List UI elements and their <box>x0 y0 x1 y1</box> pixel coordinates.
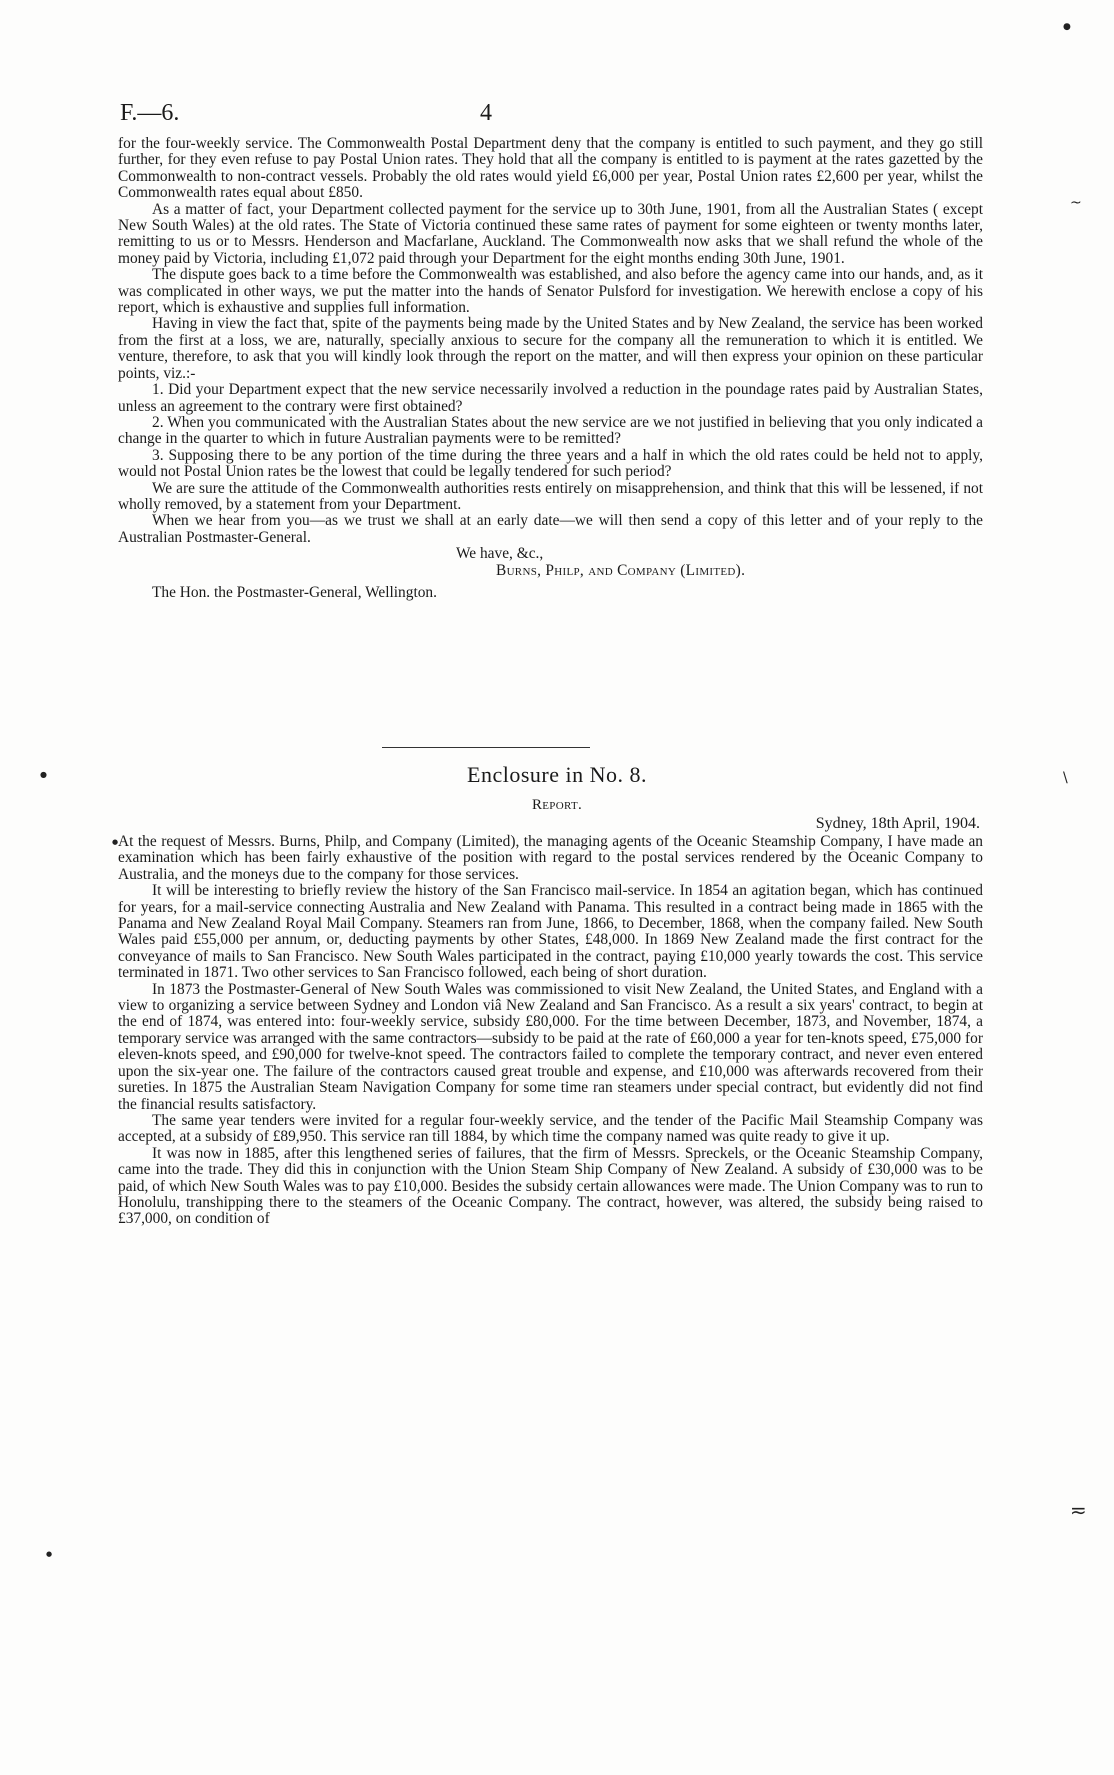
letter-question: 2. When you communicated with the Australian States about the new service are we not justified in believing that you only indicated a change in the quarter to which in future Australian payments were to be remitted? <box>118 413 983 448</box>
letter-paragraph: As a matter of fact, your Department collected payment for the service up to 30th June, 1901, from all the Australian States ( except New South Wales) at the old rates. The State of Victoria continued these same rates of payment for some eighteen or twenty months later, remitting to us or to Messrs. Henderson and Macfarlane, Auckland. The Commonwealth now asks that we shall refund the whole of the money paid by Victoria, including £1,072 paid through your Department for the eight months ending 30th June, 1901. <box>118 200 983 267</box>
scan-dot-mark: ● <box>46 1550 53 1558</box>
letter-closing: We have, &c., <box>456 545 544 563</box>
section-divider <box>382 747 590 748</box>
letter-question: 3. Supposing there to be any portion of the time during the three years and a half in which the old rates could be held not to apply, would not Postal Union rates be the lowest that could be legally tendered for such period? <box>118 446 983 481</box>
enclosure-title: Enclosure in No. 8. <box>467 762 647 787</box>
page-number: 4 <box>480 100 492 126</box>
scan-dot-mark: ● <box>1063 22 1071 32</box>
scan-tick-mark: \ <box>1063 770 1068 786</box>
report-paragraph: It will be interesting to briefly review the history of the San Francisco mail-service. In 1854 an agitation began, which has continued for years, for a mail-service connecting Australia and New Zealand with Panama. This resulted in a contract being made in 1865 with the Panama and New Zealand Royal Mail Company. Steamers ran from June, 1866, to December, 1868, when the company failed. New South Wales paid £55,000 per annum, or, deducting payments by other States, £48,000. In 1869 New Zealand made the first contract for the conveyance of mails to San Francisco. New South Wales participated in the contract, paying £10,000 yearly towards the cost. This service terminated in 1871. Two other services to San Francisco followed, each being of short duration. <box>118 882 983 982</box>
document-reference: F.—6. <box>120 100 180 126</box>
letter-paragraph: We are sure the attitude of the Commonwealth authorities rests entirely on misapprehension, and think that this will be lessened, if not wholly removed, by a statement from your Department. <box>118 479 983 513</box>
report-paragraph: The same year tenders were invited for a regular four-weekly service, and the tender of the Pacific Mail Steamship Company was accepted, at a subsidy of £89,950. This service ran till 1884, by which time the company named was quite ready to give it up. <box>118 1111 983 1146</box>
report-paragraph: In 1873 the Postmaster-General of New South Wales was commissioned to visit New Zealand, the United States, and England with a view to organizing a service between Sydney and London viâ New Zealand and San Francisco. As a result a six years' contract, to begin at the end of 1874, was entered into: four-weekly service, subsidy £80,000. For the time between December, 1873, and November, 1874, a temporary service was arranged with the same contractors—subsidy to be paid at the rate of £60,000 a year for ten-knots speed, £75,000 for eleven-knots speed, and £90,000 for twelve-knot speed. The contractors failed to complete the temporary contract, and never even entered upon the six-year one. The failure of the contractors caused great trouble and expense, and £10,000 was afterwards recovered from their sureties. In 1875 the Australian Steam Navigation Company for some time ran steamers under special contract, but evidently did not find the financial results satisfactory. <box>118 980 983 1113</box>
report-date: Sydney, 18th April, 1904. <box>815 815 980 832</box>
scan-dot-mark: ● <box>40 770 47 779</box>
page-header <box>120 100 980 132</box>
scan-tick-mark: ~ <box>1070 195 1082 211</box>
letter-paragraph: for the four-weekly service. The Commonwealth Postal Department deny that the company is entitled to such payment, and they go still further, for they even refuse to pay Postal Union rates. They hold that all the company is entitled to is payment at the rates gazetted by the Commonwealth to non-contract vessels. Probably the old rates would yield £6,000 per year, Postal Union rates £2,600 per year, whilst the Commonwealth rates equal about £850. <box>118 135 983 202</box>
report-paragraph: At the request of Messrs. Burns, Philp, and Company (Limited), the managing agents of the Oceanic Steamship Company, I have made an examination which has been fairly exhaustive of the position with regard to the postal services rendered by the Oceanic Company to Australia, and the moneys due to the company for those services. <box>118 833 983 883</box>
scan-dot-mark: ● <box>112 838 119 846</box>
letter-body <box>118 136 983 601</box>
report-body <box>118 834 983 1228</box>
report-paragraph: It was now in 1885, after this lengthened series of failures, that the firm of Messrs. Spreckels, or the Oceanic Steamship Company, came into the trade. They did this in conjunction with the Union Steam Ship Company of New Zealand. A subsidy of £30,000 was to be paid, of which New South Wales was to pay £10,000. Besides the subsidy certain allowances were made. The Union Company was to run to Honolulu, transhipping there to the steamers of the Oceanic Company. The contract, however, was altered, the subsidy being raised to £37,000, on condition of <box>118 1144 983 1228</box>
letter-paragraph: Having in view the fact that, spite of the payments being made by the United States and by New Zealand, the service has been worked from the first at a loss, we are, naturally, specially anxious to secure for the company all the remuneration to which it is entitled. We venture, therefore, to ask that you will kindly look through the report on the matter, and will then express your opinion on these particular points, viz.:- <box>118 315 983 382</box>
letter-question: 1. Did your Department expect that the new service necessarily involved a reduction in the poundage rates paid by Australian States, unless an agreement to the contrary were first obtained? <box>118 381 983 415</box>
letter-addressee: The Hon. the Postmaster-General, Wellington. <box>152 583 437 601</box>
report-heading: Report. <box>531 797 583 813</box>
letter-signature: Burns, Philp, and Company (Limited). <box>496 561 746 579</box>
letter-paragraph: The dispute goes back to a time before the Commonwealth was established, and also before the agency came into our hands, and, as it was complicated in other ways, we put the matter into the hands of Senator Pulsford for investigation. We herewith enclose a copy of his report, which is exhaustive and supplies full information. <box>118 266 983 317</box>
letter-paragraph: When we hear from you—as we trust we shall at an early date—we will then send a copy of this letter and of your reply to the Australian Postmaster-General. <box>118 512 983 546</box>
scan-scribble-mark: ≂ <box>1070 1498 1087 1522</box>
